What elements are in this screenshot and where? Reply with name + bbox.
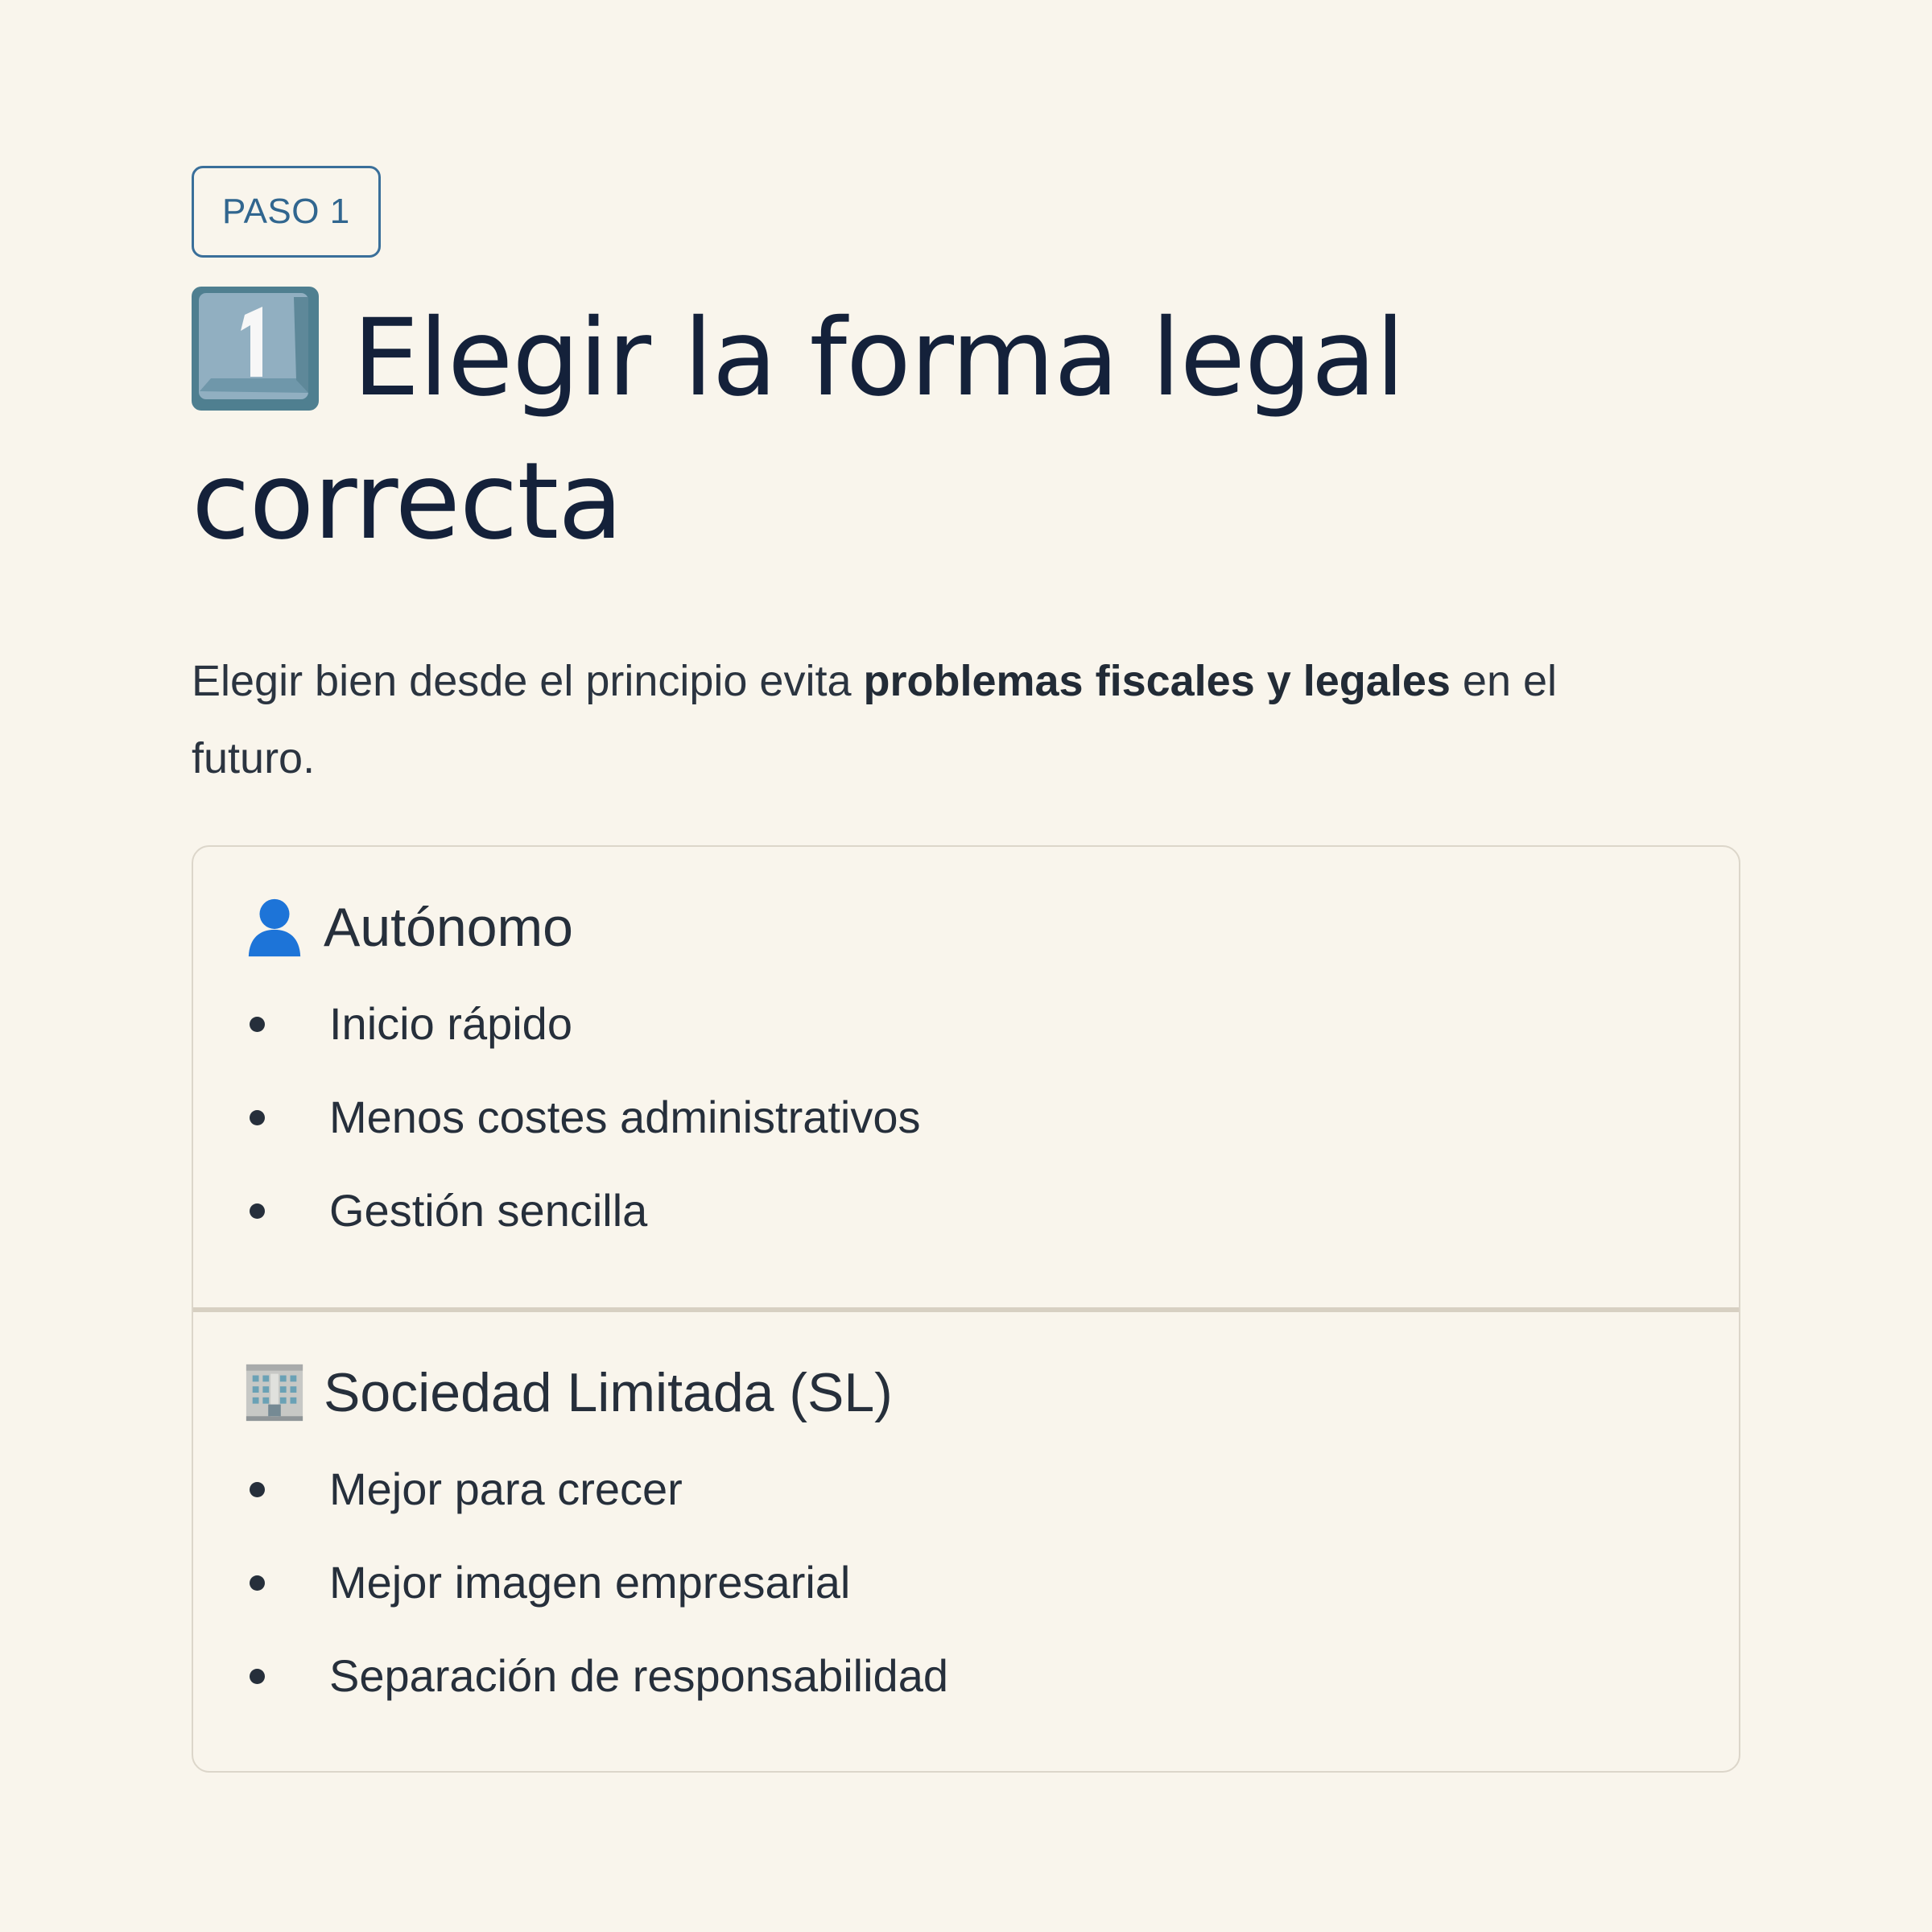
sociedad-limitada-benefits xyxy=(243,1443,1689,1723)
list-item xyxy=(243,1536,1689,1629)
list-item-text: Mejor para crecer xyxy=(329,1463,683,1514)
autonomo-title: Autónomo xyxy=(324,897,573,958)
person-icon xyxy=(243,896,306,959)
bullet-icon xyxy=(250,1110,265,1125)
keycap-one-icon xyxy=(192,287,319,411)
page-title xyxy=(192,287,1740,573)
step-badge: PASO 1 xyxy=(192,166,381,258)
page-title-text: Elegir la forma legal correcta xyxy=(192,296,1405,564)
sociedad-limitada-title: Sociedad Limitada (SL) xyxy=(324,1362,893,1423)
autonomo-benefits xyxy=(243,977,1689,1257)
sociedad-limitada-section xyxy=(193,1312,1739,1771)
step-content xyxy=(192,166,1740,1773)
list-item-text: Gestión sencilla xyxy=(329,1185,648,1236)
list-item xyxy=(243,1071,1689,1164)
list-item-text: Mejor imagen empresarial xyxy=(329,1557,851,1608)
bullet-icon xyxy=(250,1203,265,1219)
intro-highlight: problemas fiscales y legales xyxy=(863,657,1451,705)
autonomo-header xyxy=(243,892,1689,963)
intro-text-end: en el futuro. xyxy=(192,657,1558,782)
list-item-text: Separación de responsabilidad xyxy=(329,1650,948,1701)
list-item xyxy=(243,1443,1689,1536)
list-item xyxy=(243,1164,1689,1257)
list-item xyxy=(243,1629,1689,1723)
bullet-icon xyxy=(250,1482,265,1497)
bullet-icon xyxy=(250,1017,265,1032)
legal-form-card xyxy=(192,845,1740,1773)
office-building-icon xyxy=(243,1361,306,1424)
bullet-icon xyxy=(250,1575,265,1591)
sociedad-limitada-header xyxy=(243,1357,1689,1428)
intro-paragraph xyxy=(192,642,1641,797)
autonomo-section xyxy=(193,847,1739,1307)
list-item-text: Inicio rápido xyxy=(329,998,572,1049)
bullet-icon xyxy=(250,1669,265,1684)
intro-text-start: Elegir bien desde el principio evita xyxy=(192,657,864,705)
list-item xyxy=(243,977,1689,1071)
list-item-text: Menos costes administrativos xyxy=(329,1092,921,1142)
